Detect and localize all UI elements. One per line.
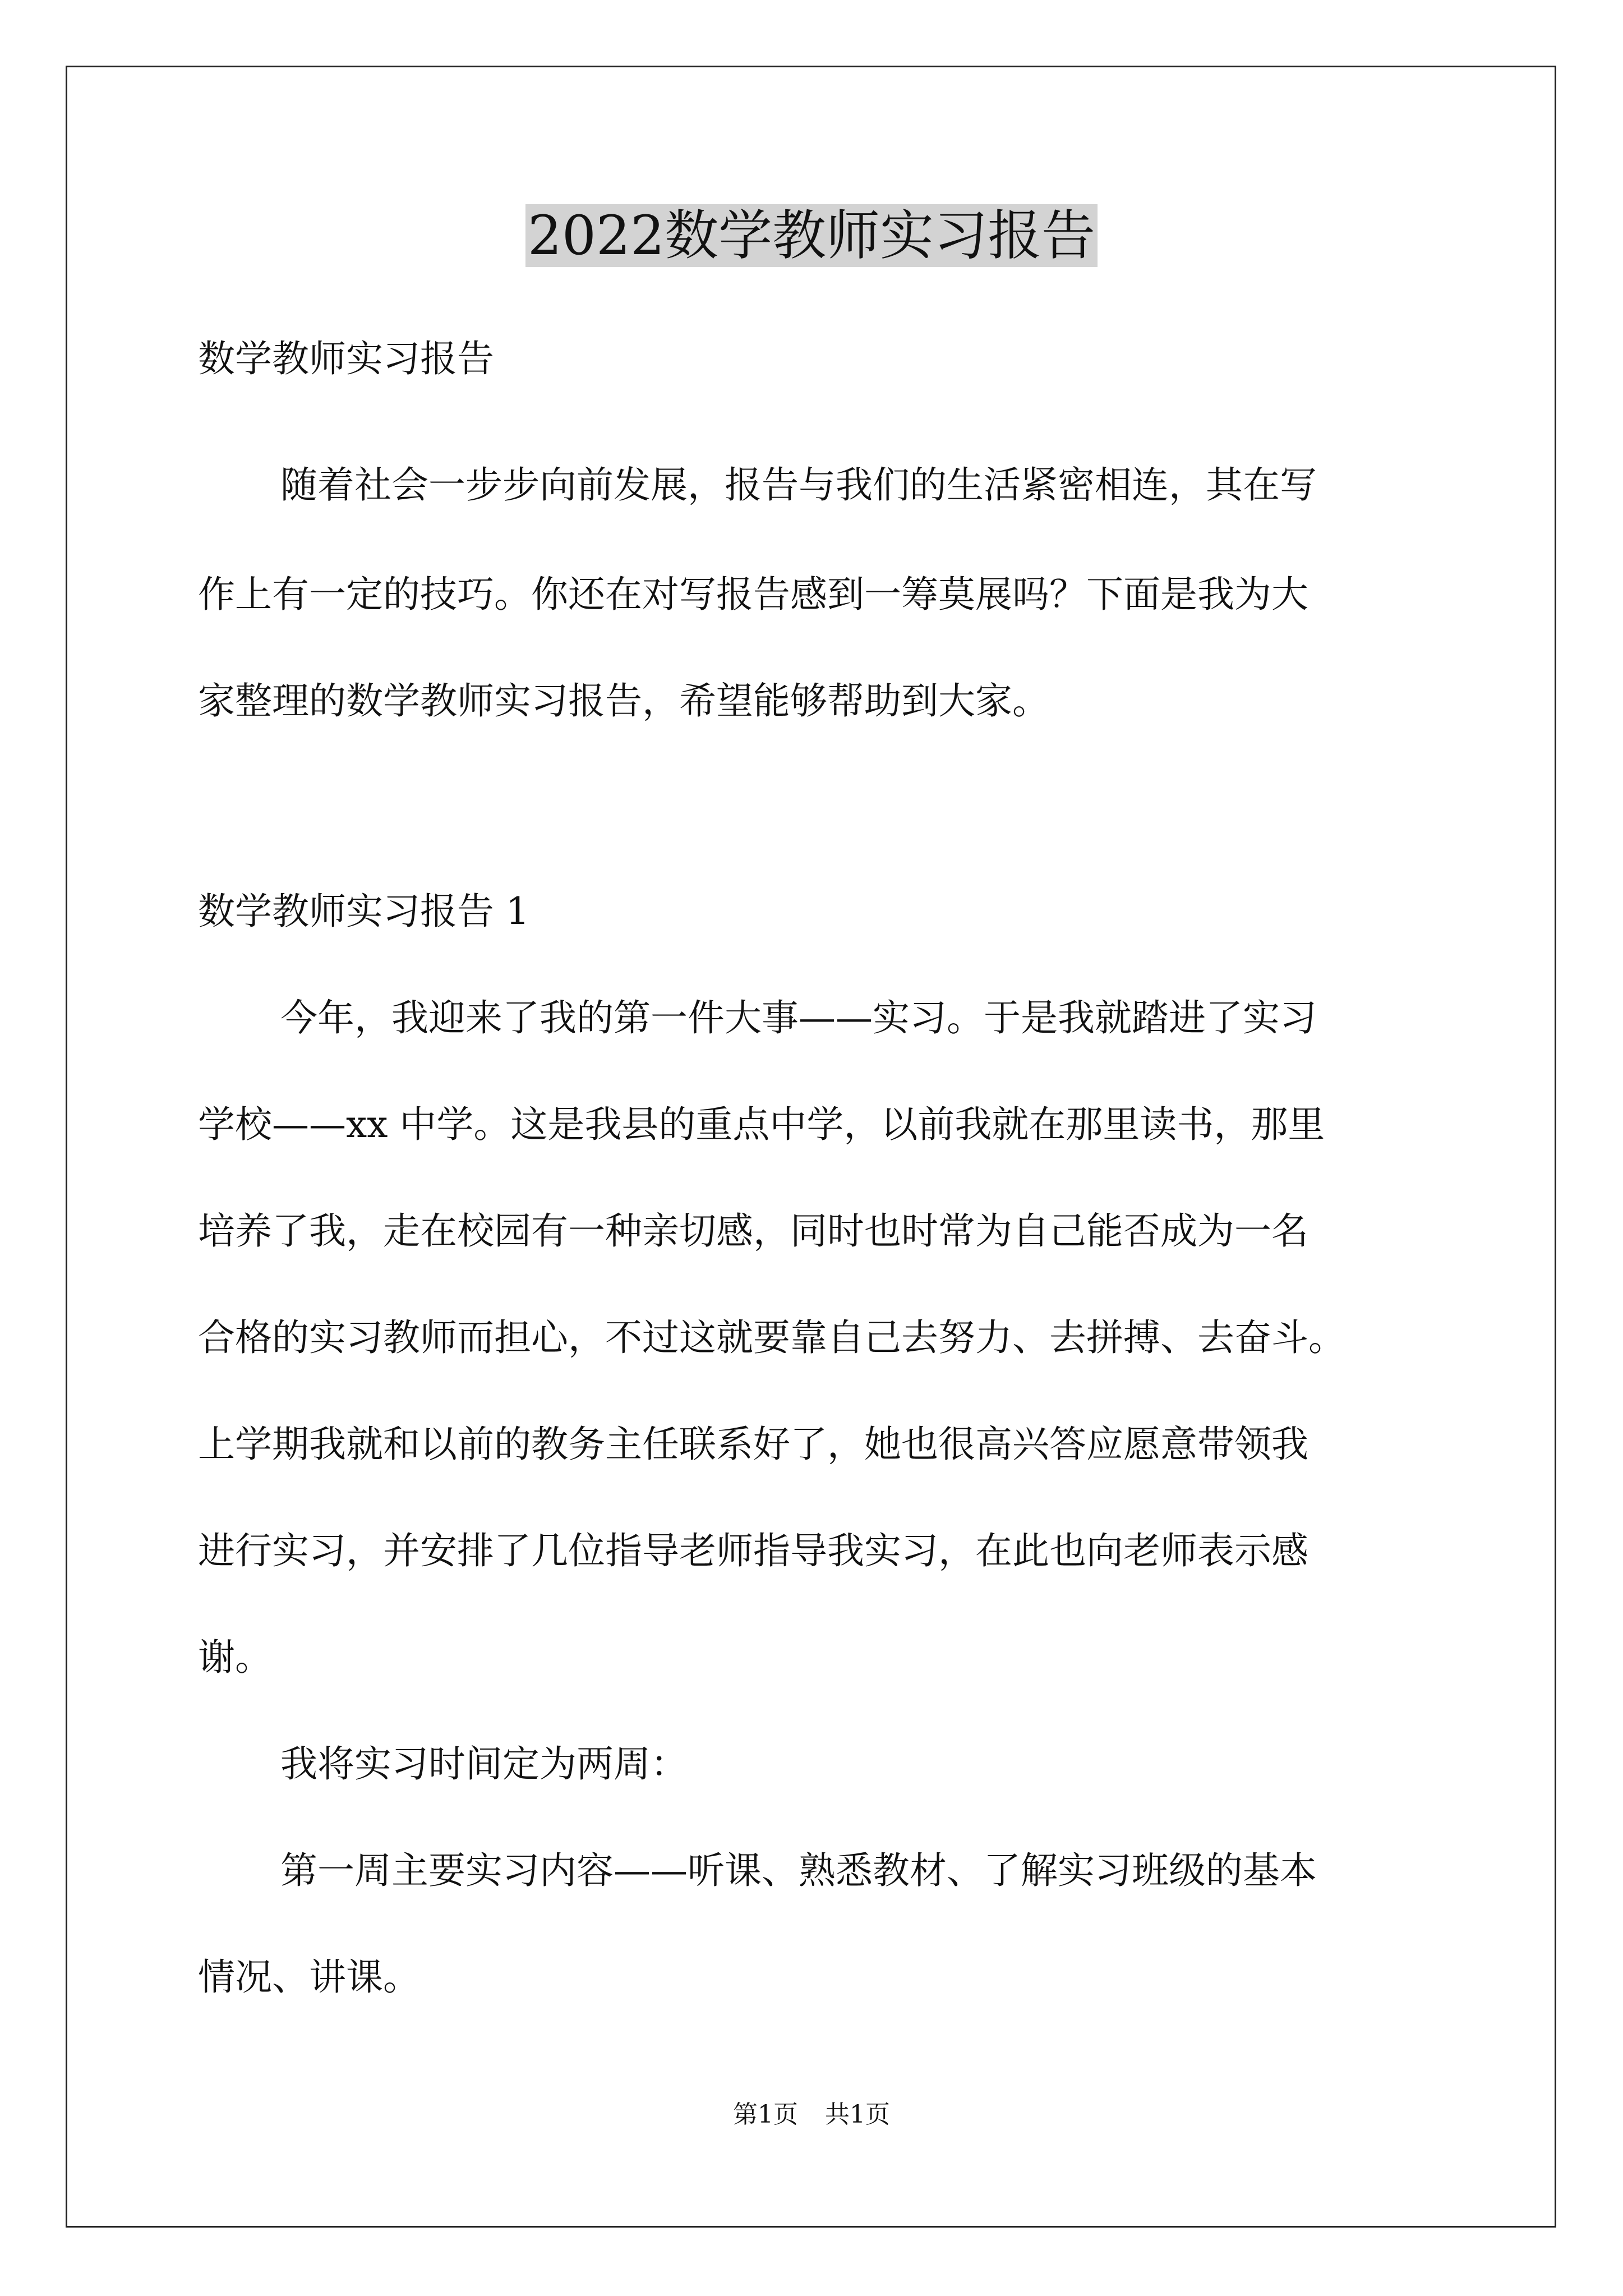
section1-para1-line-1: 今年，我迎来了我的第一件大事——实习。于是我就踏进了实习 [280,996,1317,1039]
section1-para2: 我将实习时间定为两周： [280,1742,688,1786]
section1-para1-line-7: 谢。 [198,1636,272,1679]
page-footer [0,2098,1623,2132]
subtitle: 数学教师实习报告 [198,337,494,380]
document-title-text: 2022数学教师实习报告 [525,204,1098,267]
section1-para1-line-5: 上学期我就和以前的教务主任联系好了，她也很高兴答应愿意带领我 [198,1423,1308,1466]
intro-line-3: 家整理的数学教师实习报告，希望能够帮助到大家。 [198,679,1049,723]
section1-para1-line-6: 进行实习，并安排了几位指导老师指导我实习，在此也向老师表示感 [198,1529,1308,1572]
page-number: 第1页 [733,2100,798,2129]
section1-para1-line-2: 学校——xx 中学。这是我县的重点中学，以前我就在那里读书，那里 [198,1103,1325,1146]
section1-para3-line-1: 第一周主要实习内容——听课、熟悉教材、了解实习班级的基本 [280,1849,1317,1892]
section1-para3-line-2: 情况、讲课。 [198,1955,420,1999]
intro-line-2: 作上有一定的技巧。你还在对写报告感到一筹莫展吗？下面是我为大 [198,573,1308,616]
intro-line-1: 随着社会一步步向前发展，报告与我们的生活紧密相连，其在写 [280,463,1317,507]
section1-para1-line-4: 合格的实习教师而担心，不过这就要靠自己去努力、去拼搏、去奋斗。 [198,1316,1345,1359]
section1-para1-line-3: 培养了我，走在校园有一种亲切感，同时也时常为自己能否成为一名 [198,1209,1308,1253]
document-title [0,199,1623,272]
page-total: 共1页 [825,2100,890,2129]
section1-heading: 数学教师实习报告 1 [198,890,529,933]
